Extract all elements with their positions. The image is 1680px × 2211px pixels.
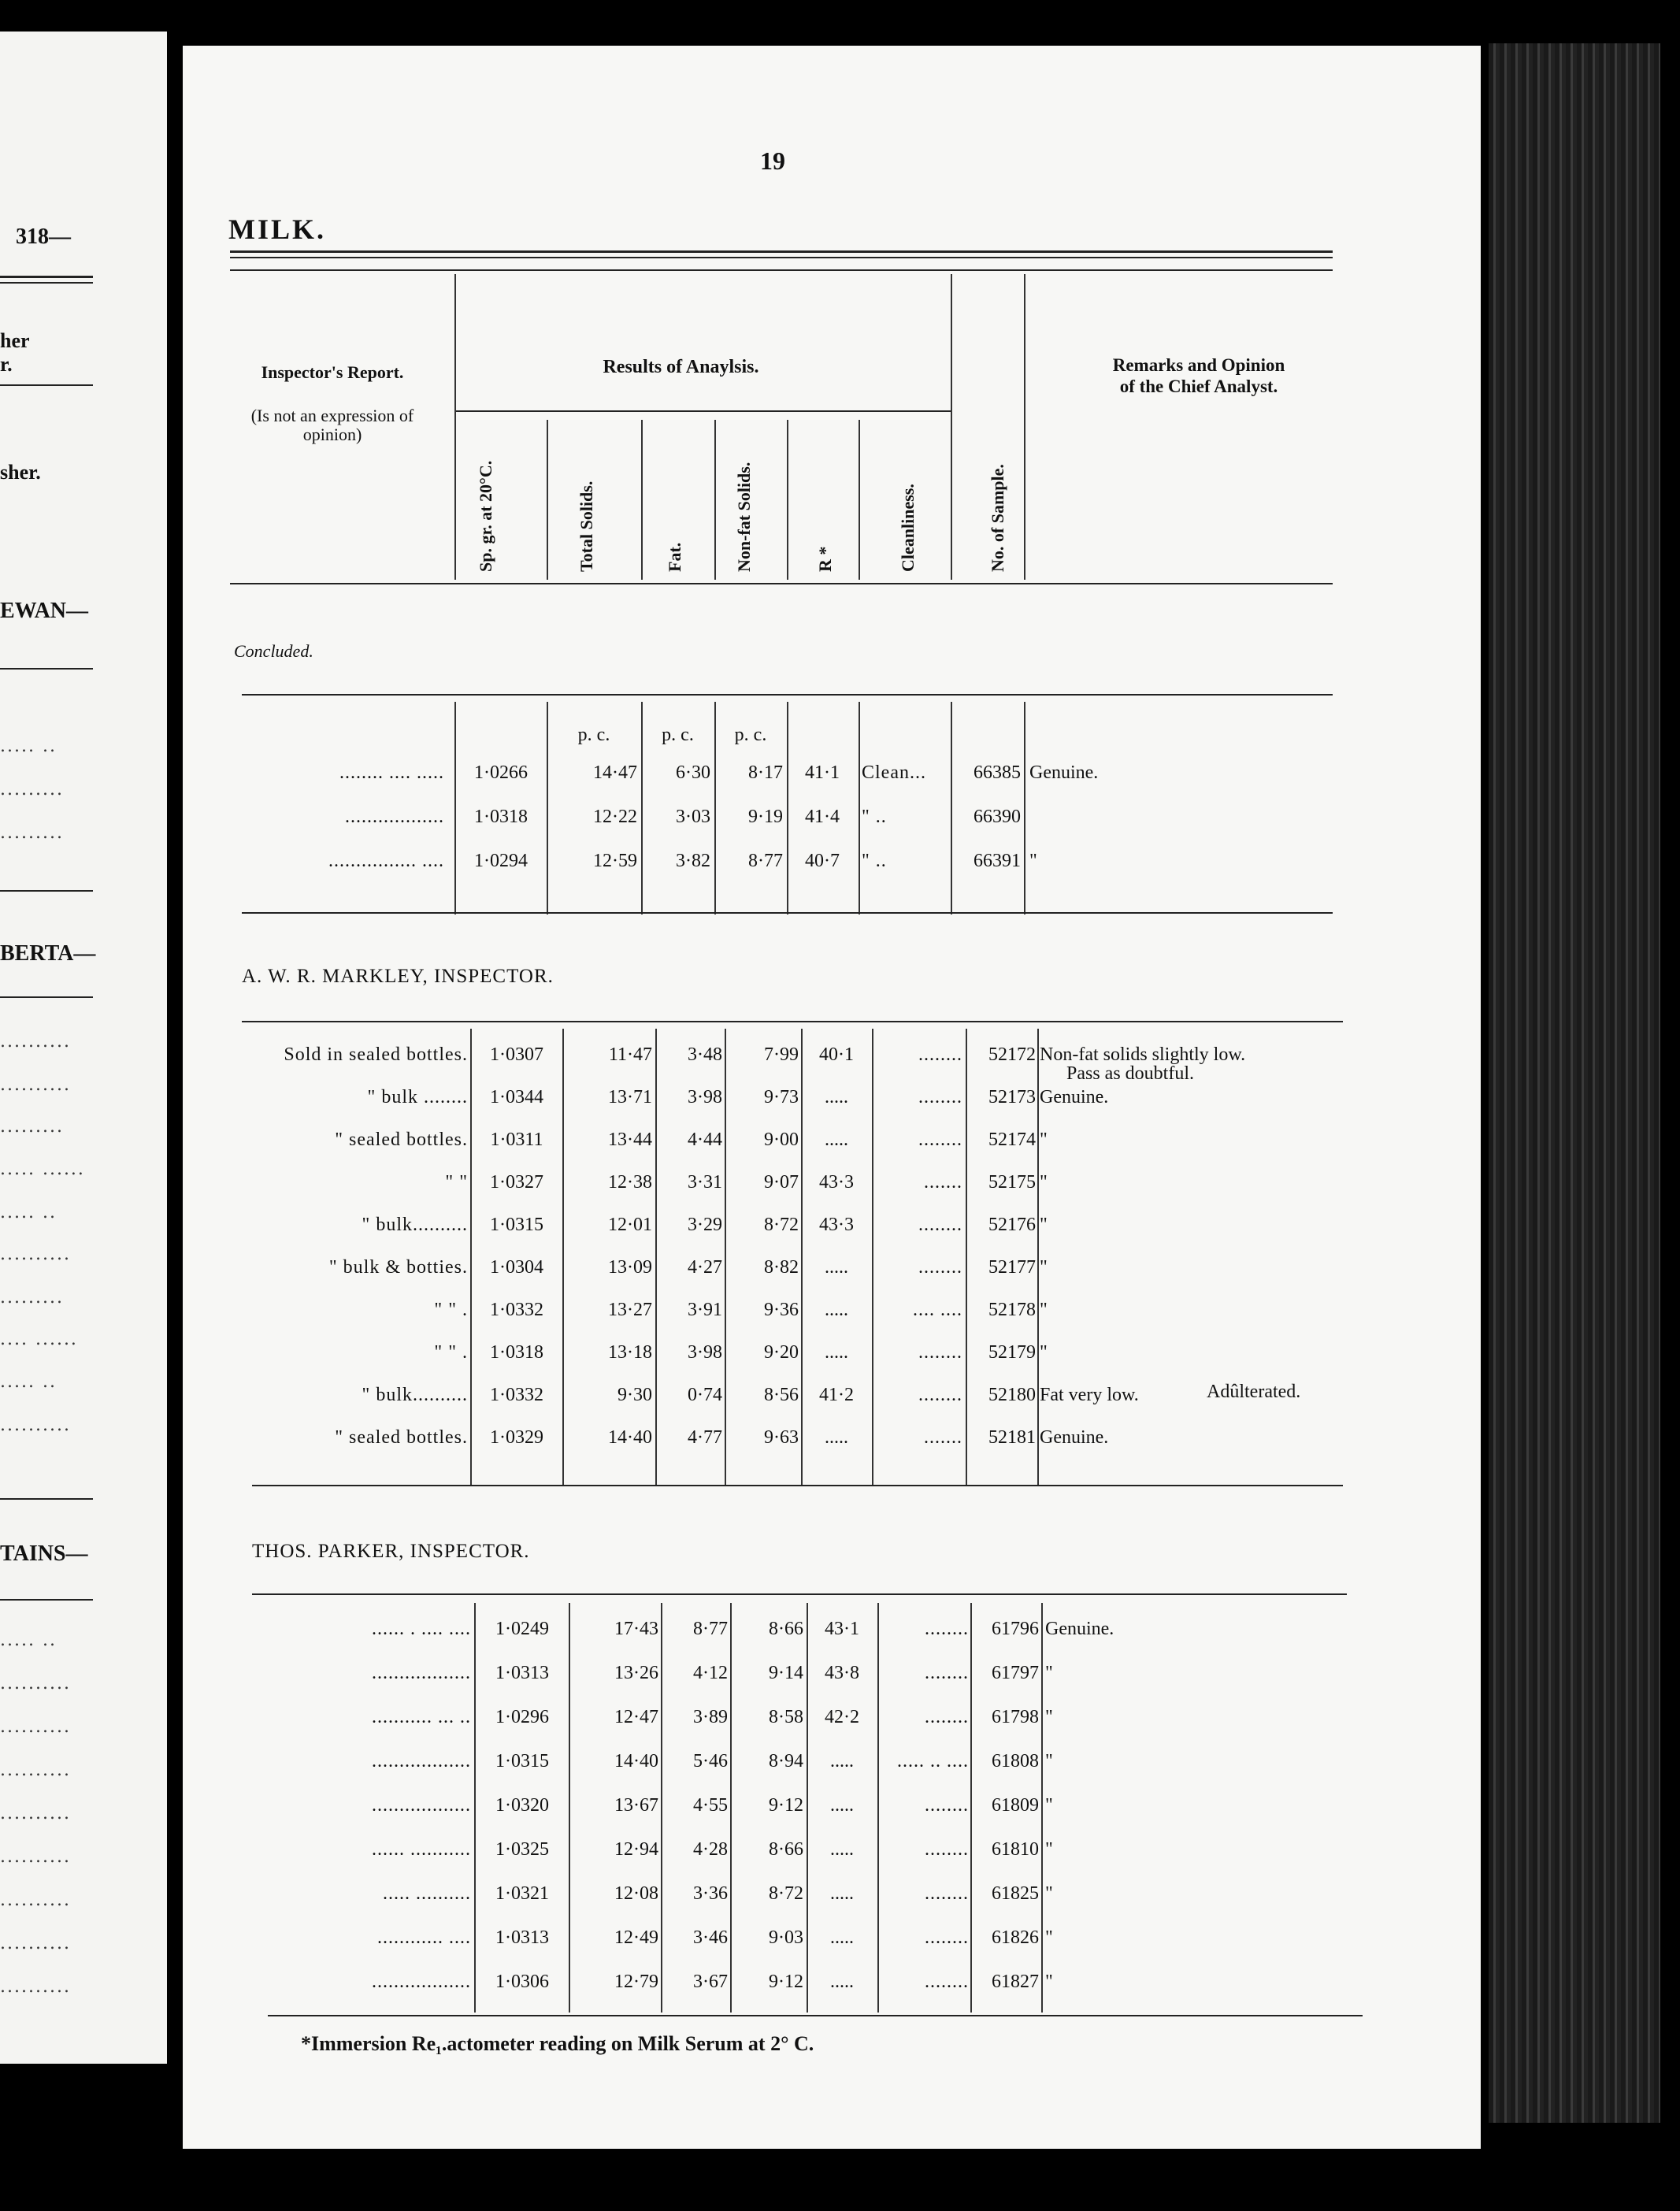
cleanliness-cell: ........ bbox=[925, 1972, 969, 1992]
refractometer-cell: 43·1 bbox=[825, 1619, 859, 1639]
remark-cell: " bbox=[1040, 1172, 1048, 1193]
left-dots: .......... bbox=[0, 1934, 71, 1953]
nonfat-solids-cell: 9·19 bbox=[748, 807, 783, 827]
book-page-edges bbox=[1489, 43, 1660, 2123]
remark-cell: " bbox=[1045, 1663, 1053, 1683]
refractometer-cell: ..... bbox=[825, 1087, 848, 1107]
nonfat-solids-cell: 9·00 bbox=[764, 1130, 799, 1150]
nonfat-solids-cell: 9·20 bbox=[764, 1342, 799, 1363]
sample-no-cell: 66390 bbox=[974, 807, 1021, 827]
header-sample-no: No. of Sample. bbox=[988, 464, 1007, 572]
header-results-group: Results of Anaylsis. bbox=[603, 357, 759, 377]
sample-no-cell: 66385 bbox=[974, 762, 1021, 783]
left-section-fragment: EWAN— bbox=[0, 599, 89, 623]
sp-gr-cell: 1·0307 bbox=[490, 1044, 543, 1065]
remark-cell: Genuine. bbox=[1045, 1619, 1114, 1639]
sp-gr-cell: 1·0344 bbox=[490, 1087, 543, 1107]
total-solids-cell: 13·26 bbox=[614, 1663, 658, 1683]
sample-no-cell: 61810 bbox=[992, 1839, 1039, 1860]
total-solids-cell: 12·08 bbox=[614, 1883, 658, 1904]
sample-no-cell: 61808 bbox=[992, 1751, 1039, 1771]
left-dots: ..... .. bbox=[0, 736, 57, 756]
remark-cell: Genuine. bbox=[1029, 762, 1099, 783]
remark-cell: " bbox=[1045, 1839, 1053, 1860]
cleanliness-cell: ........ bbox=[925, 1707, 969, 1727]
header-r: R * bbox=[815, 546, 835, 572]
left-dots: ......... bbox=[0, 1288, 64, 1308]
nonfat-solids-cell: 7·99 bbox=[764, 1044, 799, 1065]
remark-cell: " bbox=[1029, 851, 1037, 871]
nonfat-solids-cell: 9·36 bbox=[764, 1300, 799, 1320]
remark-cell: Genuine. bbox=[1040, 1427, 1109, 1448]
inspector-report-cell: " sealed bottles. bbox=[335, 1427, 468, 1448]
cleanliness-cell: ....... bbox=[924, 1427, 962, 1448]
total-solids-cell: 13·67 bbox=[614, 1795, 658, 1816]
remark-cell-extra: Pass as doubtful. bbox=[1066, 1063, 1194, 1084]
refractometer-cell: 43·8 bbox=[825, 1663, 859, 1683]
refractometer-cell: 41·1 bbox=[805, 762, 840, 783]
page-number: 19 bbox=[760, 147, 785, 175]
header-total-solids: Total Solids. bbox=[577, 480, 596, 572]
header-sp-gr: Sp. gr. at 20°C. bbox=[476, 460, 495, 572]
sp-gr-cell: 1·0325 bbox=[495, 1839, 549, 1860]
cleanliness-cell: ........ bbox=[918, 1087, 962, 1107]
sample-no-cell: 52181 bbox=[988, 1427, 1036, 1448]
sp-gr-cell: 1·0266 bbox=[474, 762, 528, 783]
nonfat-solids-cell: 8·58 bbox=[769, 1707, 803, 1727]
fat-cell: 5·46 bbox=[693, 1751, 728, 1771]
total-solids-cell: 14·40 bbox=[614, 1751, 658, 1771]
cleanliness-cell: ........ bbox=[925, 1839, 969, 1860]
sp-gr-cell: 1·0311 bbox=[490, 1130, 543, 1150]
inspector-report-cell: ................ .... bbox=[328, 851, 444, 871]
sample-no-cell: 52174 bbox=[988, 1130, 1036, 1150]
sample-no-cell: 52175 bbox=[988, 1172, 1036, 1193]
total-solids-cell: 12·38 bbox=[608, 1172, 652, 1193]
sample-no-cell: 52173 bbox=[988, 1087, 1036, 1107]
sample-no-cell: 61827 bbox=[992, 1972, 1039, 1992]
nonfat-solids-cell: 9·12 bbox=[769, 1972, 803, 1992]
left-dots: ..... .. bbox=[0, 1203, 57, 1222]
page-title: MILK. bbox=[228, 213, 327, 245]
refractometer-cell: ..... bbox=[825, 1300, 848, 1320]
cleanliness-cell: " .. bbox=[862, 807, 887, 827]
cleanliness-cell: ........ bbox=[918, 1385, 962, 1405]
sp-gr-cell: 1·0327 bbox=[490, 1172, 543, 1193]
left-header-fragment: her bbox=[0, 329, 30, 352]
cleanliness-cell: ........ bbox=[925, 1795, 969, 1816]
remark-cell: " bbox=[1040, 1342, 1048, 1363]
inspector-report-cell: .................. bbox=[345, 807, 444, 827]
refractometer-cell: ..... bbox=[825, 1257, 848, 1278]
inspector-report-cell: " bulk.......... bbox=[362, 1215, 468, 1235]
fat-cell: 3·89 bbox=[693, 1707, 728, 1727]
total-solids-cell: 12·59 bbox=[593, 851, 637, 871]
refractometer-cell: ..... bbox=[830, 1751, 854, 1771]
total-solids-cell: 17·43 bbox=[614, 1619, 658, 1639]
refractometer-cell: ..... bbox=[830, 1883, 854, 1904]
left-section-fragment: BERTA— bbox=[0, 941, 96, 966]
nonfat-solids-cell: 8·72 bbox=[769, 1883, 803, 1904]
fat-cell: 4·27 bbox=[688, 1257, 722, 1278]
left-dots: .......... bbox=[0, 1804, 71, 1823]
remark-cell: " bbox=[1040, 1300, 1048, 1320]
refractometer-cell: 42·2 bbox=[825, 1707, 859, 1727]
remark-cell: " bbox=[1045, 1972, 1053, 1992]
sp-gr-cell: 1·0332 bbox=[490, 1300, 543, 1320]
refractometer-cell: ..... bbox=[830, 1795, 854, 1816]
cleanliness-cell: ........ bbox=[918, 1044, 962, 1065]
table-body bbox=[183, 46, 1481, 2149]
cleanliness-cell: " .. bbox=[862, 851, 887, 871]
fat-cell: 3·98 bbox=[688, 1342, 722, 1363]
refractometer-cell: ..... bbox=[830, 1839, 854, 1860]
inspector-report-cell: " bulk.......... bbox=[362, 1385, 468, 1405]
inspector-report-cell: ...... ........... bbox=[372, 1839, 471, 1860]
left-dots: .......... bbox=[0, 1977, 71, 1997]
sample-no-cell: 52178 bbox=[988, 1300, 1036, 1320]
sample-no-cell: 52172 bbox=[988, 1044, 1036, 1065]
left-dots: .......... bbox=[0, 1075, 71, 1095]
refractometer-cell: ..... bbox=[830, 1927, 854, 1948]
refractometer-cell: 43·3 bbox=[819, 1172, 854, 1193]
fat-cell: 4·55 bbox=[693, 1795, 728, 1816]
remark-cell: " bbox=[1045, 1751, 1053, 1771]
cleanliness-cell: ........ bbox=[925, 1927, 969, 1948]
divider bbox=[0, 890, 93, 892]
inspector-report-cell: .................. bbox=[372, 1972, 471, 1992]
fat-cell: 3·36 bbox=[693, 1883, 728, 1904]
refractometer-cell: ..... bbox=[825, 1130, 848, 1150]
remark-cell-extra: Adûlterated. bbox=[1207, 1382, 1301, 1402]
footnote: *Immersion Re₁.actometer reading on Milk Serum at 2° C. bbox=[301, 2032, 814, 2055]
left-dots: .......... bbox=[0, 1415, 71, 1435]
total-solids-cell: 14·40 bbox=[608, 1427, 652, 1448]
refractometer-cell: ..... bbox=[830, 1972, 854, 1992]
sample-no-cell: 52180 bbox=[988, 1385, 1036, 1405]
header-cleanliness: Cleanliness. bbox=[898, 484, 918, 572]
total-solids-cell: 11·47 bbox=[608, 1044, 652, 1065]
left-dots: .... ...... bbox=[0, 1330, 78, 1349]
sample-no-cell: 52179 bbox=[988, 1342, 1036, 1363]
cleanliness-cell: ........ bbox=[918, 1130, 962, 1150]
fat-cell: 3·29 bbox=[688, 1215, 722, 1235]
sample-no-cell: 61826 bbox=[992, 1927, 1039, 1948]
inspector-report-cell: .................. bbox=[372, 1751, 471, 1771]
remark-cell: " bbox=[1045, 1795, 1053, 1816]
cleanliness-cell: ........ bbox=[925, 1619, 969, 1639]
refractometer-cell: 40·1 bbox=[819, 1044, 854, 1065]
nonfat-solids-cell: 8·77 bbox=[748, 851, 783, 871]
header-remarks: Remarks and Opinion of the Chief Analyst. bbox=[1112, 355, 1285, 396]
left-dots: .......... bbox=[0, 1847, 71, 1867]
sample-no-cell: 61798 bbox=[992, 1707, 1039, 1727]
total-solids-cell: 13·27 bbox=[608, 1300, 652, 1320]
total-solids-cell: 9·30 bbox=[617, 1385, 652, 1405]
cleanliness-cell: ........ bbox=[925, 1883, 969, 1904]
divider bbox=[0, 668, 93, 670]
left-dots: ......... bbox=[0, 823, 64, 843]
remark-cell: " bbox=[1040, 1215, 1048, 1235]
fat-cell: 3·82 bbox=[676, 851, 710, 871]
sample-no-cell: 52176 bbox=[988, 1215, 1036, 1235]
header-inspector-report: Inspector's Report. bbox=[261, 362, 404, 382]
inspector-report-cell: .................. bbox=[372, 1795, 471, 1816]
sp-gr-cell: 1·0313 bbox=[495, 1927, 549, 1948]
remark-cell: Fat very low. bbox=[1040, 1385, 1139, 1405]
divider bbox=[0, 1599, 93, 1601]
refractometer-cell: 40·7 bbox=[805, 851, 840, 871]
cleanliness-cell: ........ bbox=[918, 1215, 962, 1235]
sample-no-cell: 61796 bbox=[992, 1619, 1039, 1639]
refractometer-cell: 43·3 bbox=[819, 1215, 854, 1235]
inspector-report-cell: " " bbox=[445, 1172, 468, 1193]
concluded-label: Concluded. bbox=[234, 641, 313, 661]
header-nonfat-solids: Non-fat Solids. bbox=[734, 462, 754, 572]
remark-cell: " bbox=[1045, 1883, 1053, 1904]
total-solids-cell: 12·47 bbox=[614, 1707, 658, 1727]
fat-cell: 3·48 bbox=[688, 1044, 722, 1065]
cleanliness-cell: Clean... bbox=[862, 762, 926, 783]
sp-gr-cell: 1·0306 bbox=[495, 1972, 549, 1992]
total-solids-cell: 13·44 bbox=[608, 1130, 652, 1150]
unit-label: p. c. bbox=[662, 725, 694, 745]
nonfat-solids-cell: 9·14 bbox=[769, 1663, 803, 1683]
sample-no-cell: 52177 bbox=[988, 1257, 1036, 1278]
total-solids-cell: 12·01 bbox=[608, 1215, 652, 1235]
fat-cell: 3·31 bbox=[688, 1172, 722, 1193]
left-dots: .......... bbox=[0, 1032, 71, 1052]
inspector-report-cell: ........ .... ..... bbox=[339, 762, 444, 783]
total-solids-cell: 12·94 bbox=[614, 1839, 658, 1860]
sp-gr-cell: 1·0329 bbox=[490, 1427, 543, 1448]
inspector-report-cell: " bulk ........ bbox=[367, 1087, 468, 1107]
sp-gr-cell: 1·0320 bbox=[495, 1795, 549, 1816]
remark-cell: Genuine. bbox=[1040, 1087, 1109, 1107]
cleanliness-cell: ........ bbox=[918, 1257, 962, 1278]
total-solids-cell: 14·47 bbox=[593, 762, 637, 783]
total-solids-cell: 12·22 bbox=[593, 807, 637, 827]
divider bbox=[0, 276, 93, 278]
remark-cell: Non-fat solids slightly low. bbox=[1040, 1044, 1246, 1065]
total-solids-cell: 12·49 bbox=[614, 1927, 658, 1948]
sample-no-cell: 61809 bbox=[992, 1795, 1039, 1816]
left-dots: ..... .. bbox=[0, 1372, 57, 1392]
sp-gr-cell: 1·0318 bbox=[490, 1342, 543, 1363]
fat-cell: 3·91 bbox=[688, 1300, 722, 1320]
left-dots: .......... bbox=[0, 1674, 71, 1693]
inspector-report-cell: .................. bbox=[372, 1663, 471, 1683]
cleanliness-cell: ........ bbox=[925, 1663, 969, 1683]
remark-cell: " bbox=[1040, 1257, 1048, 1278]
sp-gr-cell: 1·0318 bbox=[474, 807, 528, 827]
inspector-heading: THOS. PARKER, INSPECTOR. bbox=[252, 1541, 530, 1562]
total-solids-cell: 13·71 bbox=[608, 1087, 652, 1107]
fat-cell: 4·12 bbox=[693, 1663, 728, 1683]
sample-no-cell: 61825 bbox=[992, 1883, 1039, 1904]
header-inspector-note: (Is not an expression of opinion) bbox=[250, 406, 414, 444]
nonfat-solids-cell: 9·03 bbox=[769, 1927, 803, 1948]
nonfat-solids-cell: 9·12 bbox=[769, 1795, 803, 1816]
sp-gr-cell: 1·0315 bbox=[495, 1751, 549, 1771]
inspector-report-cell: " sealed bottles. bbox=[335, 1130, 468, 1150]
fat-cell: 8·77 bbox=[693, 1619, 728, 1639]
refractometer-cell: 41·4 bbox=[805, 807, 840, 827]
unit-label: p. c. bbox=[577, 725, 610, 745]
left-dots: ......... bbox=[0, 1117, 64, 1137]
nonfat-solids-cell: 8·82 bbox=[764, 1257, 799, 1278]
inspector-report-cell: ............ .... bbox=[377, 1927, 471, 1948]
refractometer-cell: ..... bbox=[825, 1427, 848, 1448]
total-solids-cell: 13·18 bbox=[608, 1342, 652, 1363]
fat-cell: 3·98 bbox=[688, 1087, 722, 1107]
nonfat-solids-cell: 8·56 bbox=[764, 1385, 799, 1405]
left-dots: .......... bbox=[0, 1890, 71, 1910]
nonfat-solids-cell: 8·94 bbox=[769, 1751, 803, 1771]
divider bbox=[0, 282, 93, 284]
fat-cell: 4·44 bbox=[688, 1130, 722, 1150]
divider bbox=[0, 1498, 93, 1500]
inspector-report-cell: ...... . .... .... bbox=[372, 1619, 471, 1639]
left-dots: .......... bbox=[0, 1245, 71, 1264]
nonfat-solids-cell: 9·07 bbox=[764, 1172, 799, 1193]
sp-gr-cell: 1·0313 bbox=[495, 1663, 549, 1683]
left-page-number: 318— bbox=[16, 224, 71, 249]
header-fat: Fat. bbox=[665, 542, 684, 572]
nonfat-solids-cell: 9·63 bbox=[764, 1427, 799, 1448]
remark-cell: " bbox=[1045, 1707, 1053, 1727]
inspector-report-cell: ..... .......... bbox=[383, 1883, 471, 1904]
nonfat-solids-cell: 8·17 bbox=[748, 762, 783, 783]
fat-cell: 4·28 bbox=[693, 1839, 728, 1860]
left-dots: .......... bbox=[0, 1717, 71, 1737]
remark-cell: " bbox=[1045, 1927, 1053, 1948]
fat-cell: 4·77 bbox=[688, 1427, 722, 1448]
left-section-fragment: TAINS— bbox=[0, 1541, 88, 1566]
cleanliness-cell: ..... .. .... bbox=[897, 1751, 969, 1771]
nonfat-solids-cell: 9·73 bbox=[764, 1087, 799, 1107]
unit-label: p. c. bbox=[734, 725, 767, 745]
fat-cell: 3·46 bbox=[693, 1927, 728, 1948]
sp-gr-cell: 1·0304 bbox=[490, 1257, 543, 1278]
sp-gr-cell: 1·0332 bbox=[490, 1385, 543, 1405]
total-solids-cell: 13·09 bbox=[608, 1257, 652, 1278]
nonfat-solids-cell: 8·66 bbox=[769, 1619, 803, 1639]
left-page-fragment bbox=[0, 32, 167, 2064]
left-dots: ..... .. bbox=[0, 1630, 57, 1650]
refractometer-cell: 41·2 bbox=[819, 1385, 854, 1405]
left-dots: ..... ...... bbox=[0, 1159, 85, 1179]
document-page bbox=[183, 46, 1481, 2149]
nonfat-solids-cell: 8·72 bbox=[764, 1215, 799, 1235]
inspector-report-cell: Sold in sealed bottles. bbox=[284, 1044, 468, 1065]
refractometer-cell: ..... bbox=[825, 1342, 848, 1363]
inspector-report-cell: ........... ... .. bbox=[372, 1707, 471, 1727]
sp-gr-cell: 1·0249 bbox=[495, 1619, 549, 1639]
divider bbox=[0, 384, 93, 386]
remark-cell: " bbox=[1040, 1130, 1048, 1150]
sp-gr-cell: 1·0315 bbox=[490, 1215, 543, 1235]
fat-cell: 3·03 bbox=[676, 807, 710, 827]
left-header-fragment: sher. bbox=[0, 461, 41, 484]
cleanliness-cell: ....... bbox=[924, 1172, 962, 1193]
fat-cell: 6·30 bbox=[676, 762, 710, 783]
sample-no-cell: 61797 bbox=[992, 1663, 1039, 1683]
inspector-report-cell: " " . bbox=[434, 1300, 468, 1320]
total-solids-cell: 12·79 bbox=[614, 1972, 658, 1992]
sp-gr-cell: 1·0321 bbox=[495, 1883, 549, 1904]
inspector-report-cell: " " . bbox=[434, 1342, 468, 1363]
divider bbox=[0, 996, 93, 998]
cleanliness-cell: ........ bbox=[918, 1342, 962, 1363]
fat-cell: 3·67 bbox=[693, 1972, 728, 1992]
left-dots: .......... bbox=[0, 1760, 71, 1780]
left-header-fragment: r. bbox=[0, 353, 13, 376]
sp-gr-cell: 1·0296 bbox=[495, 1707, 549, 1727]
inspector-report-cell: " bulk & botties. bbox=[328, 1257, 468, 1278]
left-dots: ......... bbox=[0, 780, 64, 799]
inspector-heading: A. W. R. MARKLEY, INSPECTOR. bbox=[242, 966, 554, 987]
cleanliness-cell: .... .... bbox=[913, 1300, 962, 1320]
fat-cell: 0·74 bbox=[688, 1385, 722, 1405]
sp-gr-cell: 1·0294 bbox=[474, 851, 528, 871]
nonfat-solids-cell: 8·66 bbox=[769, 1839, 803, 1860]
sample-no-cell: 66391 bbox=[974, 851, 1021, 871]
